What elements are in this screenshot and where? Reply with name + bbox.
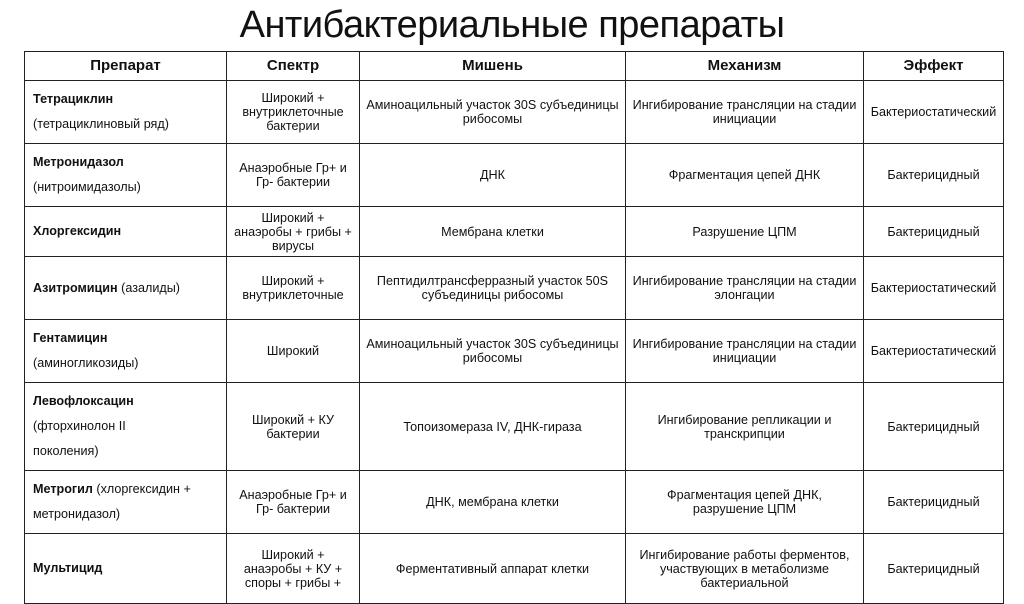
effect-cell: Бактерицидный [864, 534, 1004, 604]
mechanism-cell: Разрушение ЦПМ [626, 207, 864, 257]
drug-table-container [24, 51, 1003, 604]
spectrum-cell: Широкий + внутриклеточные бактерии [227, 81, 360, 144]
drug-cell [25, 144, 227, 207]
drug-name: Левофлоксацин [33, 394, 134, 408]
header-target: Мишень [360, 52, 626, 81]
drug-name: Мультицид [33, 561, 103, 575]
drug-class-cont: метронидазол) [33, 507, 121, 521]
mechanism-cell: Фрагментация цепей ДНК, разрушение ЦПМ [626, 471, 864, 534]
drug-name: Хлоргексидин [33, 224, 122, 238]
target-cell: Аминоацильный участок 30S субъединицы рибосомы [360, 81, 626, 144]
spectrum-cell: Широкий + анаэробы + КУ + споры + грибы + [227, 534, 360, 604]
table-header-row [25, 52, 1004, 81]
spectrum-cell: Анаэробные Гр+ и Гр- бактерии [227, 471, 360, 534]
drug-cell [25, 383, 227, 471]
drug-name: Азитромицин [33, 280, 118, 295]
target-cell: Аминоацильный участок 30S субъединицы рибосомы [360, 320, 626, 383]
drug-table [24, 51, 1004, 604]
table-row [25, 320, 1004, 383]
header-mechanism: Механизм [626, 52, 864, 81]
table-row [25, 144, 1004, 207]
spectrum-cell: Анаэробные Гр+ и Гр- бактерии [227, 144, 360, 207]
drug-class: (азалиды) [117, 280, 180, 295]
drug-name: Метрогил [33, 482, 93, 496]
drug-name: Гентамицин [33, 331, 108, 345]
effect-cell: Бактерицидный [864, 207, 1004, 257]
drug-cell [25, 207, 227, 257]
table-row [25, 207, 1004, 257]
drug-cell [25, 534, 227, 604]
drug-cell [25, 320, 227, 383]
mechanism-cell: Ингибирование репликации и транскрипции [626, 383, 864, 471]
effect-cell: Бактерицидный [864, 471, 1004, 534]
table-row [25, 534, 1004, 604]
target-cell: ДНК [360, 144, 626, 207]
spectrum-cell: Широкий [227, 320, 360, 383]
mechanism-cell: Ингибирование работы ферментов, участвующих в метаболизме бактериальной [626, 534, 864, 604]
target-cell: Топоизомераза IV, ДНК-гираза [360, 383, 626, 471]
drug-name: Тетрациклин [33, 92, 114, 106]
spectrum-cell: Широкий + КУ бактерии [227, 383, 360, 471]
drug-class: (хлоргексидин + [92, 482, 191, 496]
target-cell: Мембрана клетки [360, 207, 626, 257]
page-title: Антибактериальные препараты [239, 4, 785, 46]
spectrum-cell: Широкий + внутриклеточные [227, 257, 360, 320]
target-cell: Пептидилтрансферразный участок 50S субъединицы рибосомы [360, 257, 626, 320]
effect-cell: Бактерицидный [864, 383, 1004, 471]
header-effect: Эффект [864, 52, 1004, 81]
mechanism-cell: Ингибирование трансляции на стадии инициации [626, 81, 864, 144]
effect-cell: Бактериостатический [864, 257, 1004, 320]
target-cell: Ферментативный аппарат клетки [360, 534, 626, 604]
drug-class: (фторхинолон II [33, 419, 126, 433]
drug-class: (нитроимидазолы) [33, 180, 141, 194]
table-row [25, 383, 1004, 471]
drug-cell [25, 471, 227, 534]
header-drug: Препарат [25, 52, 227, 81]
target-cell: ДНК, мембрана клетки [360, 471, 626, 534]
drug-class-cont: поколения) [33, 444, 99, 458]
effect-cell: Бактериостатический [864, 320, 1004, 383]
spectrum-cell: Широкий + анаэробы + грибы + вирусы [227, 207, 360, 257]
mechanism-cell: Ингибирование трансляции на стадии инициации [626, 320, 864, 383]
effect-cell: Бактерицидный [864, 144, 1004, 207]
effect-cell: Бактериостатический [864, 81, 1004, 144]
header-spectrum: Спектр [227, 52, 360, 81]
drug-class: (аминогликозиды) [33, 356, 139, 370]
drug-name: Метронидазол [33, 155, 124, 169]
drug-class: (тетрациклиновый ряд) [33, 117, 169, 131]
drug-cell [25, 81, 227, 144]
table-row [25, 81, 1004, 144]
mechanism-cell: Ингибирование трансляции на стадии элонгации [626, 257, 864, 320]
drug-cell [25, 257, 227, 320]
table-row [25, 257, 1004, 320]
table-row [25, 471, 1004, 534]
mechanism-cell: Фрагментация цепей ДНК [626, 144, 864, 207]
